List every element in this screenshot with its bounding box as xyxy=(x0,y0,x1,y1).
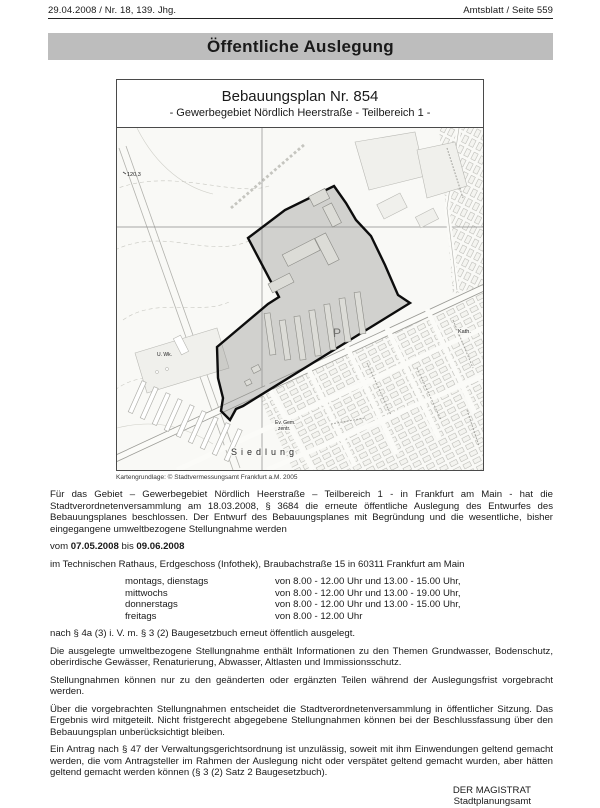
paragraph-environment: Die ausgelegte umweltbezogene Stellungnahme enthält Informationen zu den Themen Grundwasser, Bodenschutz, oberirdische Gewässer, Renaturierung, Abwasser, Altlasten und Immissionsschutz. xyxy=(50,645,553,668)
table-row xyxy=(125,576,553,588)
map-label-parking: P xyxy=(333,326,342,340)
hours-cell: von 8.00 - 12.00 Uhr xyxy=(275,610,363,622)
paragraph-objection: Ein Antrag nach § 47 der Verwaltungsgerichtsordnung ist unzulässig, soweit mit ihm Einwendungen geltend gemacht werden, die vom Antragsteller im Rahmen der Auslegung nicht oder verspätet geltend gemacht wurden, aber hätten geltend gemacht werden können (§ 3 (2) Satz 2 Baugesetzbuch). xyxy=(50,744,553,778)
document-body xyxy=(50,489,553,808)
page xyxy=(0,5,600,808)
signature-authority: DER MAGISTRAT xyxy=(452,784,531,796)
period-start-date: 07.05.2008 xyxy=(70,541,119,552)
location-line: im Technischen Rathaus, Erdgeschoss (Infothek), Braubachstraße 15 in 60311 Frankfurt am Main xyxy=(50,558,465,570)
period-end-date: 09.06.2008 xyxy=(136,541,185,552)
city-map xyxy=(117,128,483,470)
hours-cell: von 8.00 - 12.00 Uhr und 13.00 - 19.00 Uhr, xyxy=(275,587,461,599)
plan-title: Bebauungsplan Nr. 854 xyxy=(221,88,379,105)
hours-cell: von 8.00 - 12.00 Uhr und 13.00 - 15.00 Uhr, xyxy=(275,576,461,587)
map-label-elevation: 120,3 xyxy=(127,172,141,178)
days-cell: montags, dienstags xyxy=(125,576,209,587)
map-label-community-2: zentr. xyxy=(278,426,291,432)
map-label-settlement: Siedlung xyxy=(231,447,299,457)
map-label-substation: U. Wk. xyxy=(157,352,172,358)
plan-subtitle: - Gewerbegebiet Nördlich Heerstraße - Teilbereich 1 - xyxy=(169,107,431,119)
days-cell: donnerstags xyxy=(125,599,178,610)
display-period-line xyxy=(50,541,553,553)
map-caption: Kartengrundlage: © Stadtvermessungsamt Frankfurt a.M. 2005 xyxy=(116,474,298,481)
signature-block xyxy=(50,785,553,808)
period-prefix: vom xyxy=(50,541,71,552)
period-infix: bis xyxy=(118,541,137,552)
issue-date-text: 29.04.2008 / Nr. 18, 139. Jhg. xyxy=(48,5,177,16)
page-header xyxy=(48,5,553,19)
paragraph-intro: Für das Gebiet – Gewerbegebiet Nördlich Heerstraße – Teilbereich 1 - in Frankfurt am Main - hat die Stadtverordnetenversammlung am 18.03.2008, § 3684 die erneute öffentliche Auslegung des Entwurfes des Bebauungsplanes beschlossen. Der Entwurf des Bebauungsplanes mit Begründung und die wesentliche, bisher eingegangene umweltbezogene Stellungnahme werden xyxy=(50,489,553,535)
table-row xyxy=(125,611,553,623)
map-label-church: Kath. xyxy=(458,329,471,335)
banner-title: Öffentliche Auslegung xyxy=(206,37,394,56)
plan-panel xyxy=(0,79,600,471)
paragraph-comments: Stellungnahmen können nur zu den geänderten oder ergänzten Teilen während der Auslegungsfrist vorgebracht werden. xyxy=(50,674,553,697)
table-row xyxy=(125,599,553,611)
hours-cell: von 8.00 - 12.00 Uhr und 13.00 - 15.00 Uhr, xyxy=(275,599,461,610)
days-cell: mittwochs xyxy=(125,587,168,599)
days-cell: freitags xyxy=(125,610,157,622)
map-label-community-1: Ev. Gem. xyxy=(275,420,296,426)
plan-box xyxy=(116,79,484,471)
table-row xyxy=(125,588,553,600)
opening-hours-table xyxy=(125,576,553,622)
paragraph-legal-basis: nach § 4a (3) i. V. m. § 3 (2) Baugesetzbuch erneut öffentlich ausgelegt. xyxy=(50,628,356,639)
page-number-text: Amtsblatt / Seite 559 xyxy=(463,5,553,16)
section-banner xyxy=(48,33,553,60)
signature-department: Stadtplanungsamt xyxy=(453,796,531,807)
plan-header xyxy=(117,80,483,128)
paragraph-decision: Über die vorgebrachten Stellungnahmen entscheidet die Stadtverordnetenversammlung in öffentlicher Sitzung. Das Ergebnis wird mitgeteilt. Nicht fristgerecht abgegebene Stellungnahmen können bei der Beschlussfassung über den Bebauungsplan unberücksichtigt bleiben. xyxy=(50,703,553,738)
